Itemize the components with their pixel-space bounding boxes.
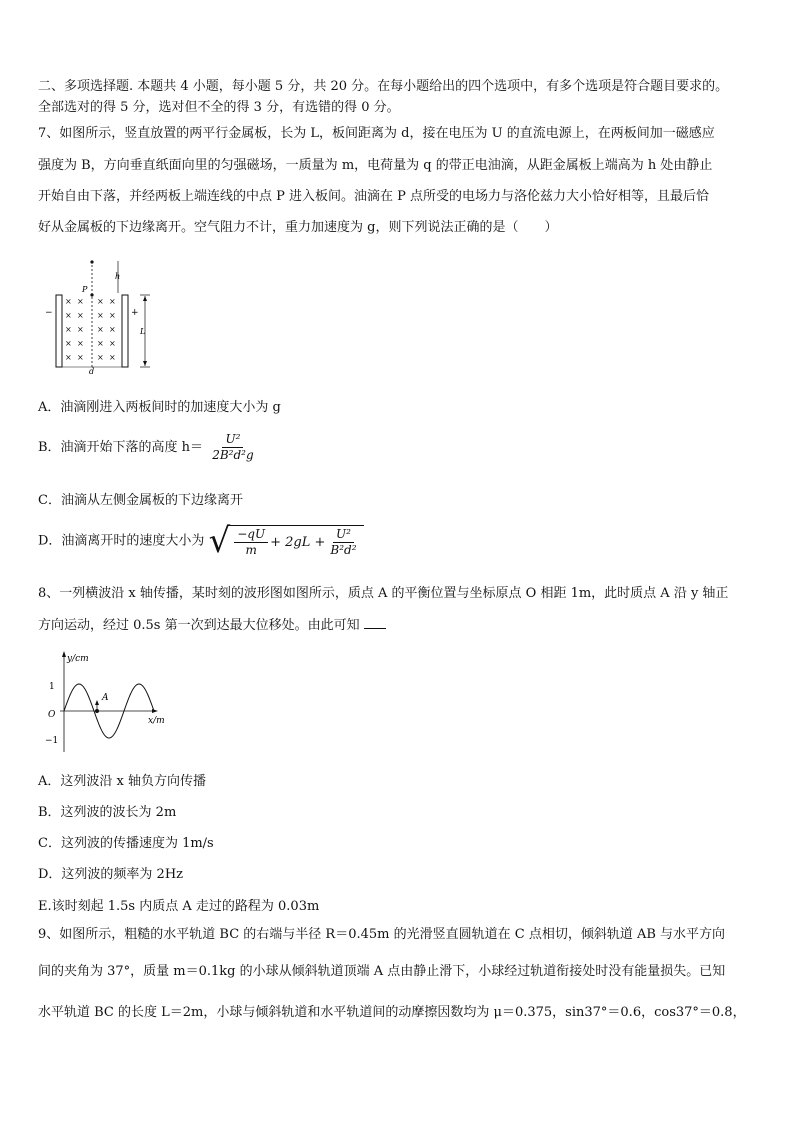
q7-option-d <box>38 521 364 561</box>
q8-text-line-2-content: 方向运动，经过 0.5s 第一次到达最大位移处。由此可知 <box>38 618 360 633</box>
svg-text:×: × <box>97 325 104 334</box>
left-plate <box>56 295 62 367</box>
fraction-numerator: U² <box>333 527 354 543</box>
svg-text:×: × <box>109 339 116 348</box>
svg-text:×: × <box>77 311 84 320</box>
magnetic-field-crosses <box>65 297 116 362</box>
tick-label-neg1: −1 <box>45 736 59 746</box>
svg-text:×: × <box>109 311 116 320</box>
oil-drop-start-dot <box>90 260 93 263</box>
q7-option-b-fraction <box>209 432 256 463</box>
section-header-line-1: 二、多项选择题. 本题共 4 小题，每小题 5 分，共 20 分。在每小题给出的四个选项中，有多个选项是符合题目要求的。 <box>38 79 729 94</box>
label-l: L <box>140 327 146 336</box>
q8-option-a: A．这列波沿 x 轴负方向传播 <box>38 774 206 789</box>
q7-option-b <box>38 432 259 463</box>
sqrt-fraction-1 <box>234 527 268 558</box>
sqrt-icon: √ <box>208 521 231 561</box>
svg-text:×: × <box>77 353 84 362</box>
label-minus: − <box>45 308 53 318</box>
q7-text-line-3: 开始自由下落，并经两板上端连线的中点 P 进入板间。油滴在 P 点所受的电场力与洛伦兹力大小恰好相等，且最后恰 <box>38 189 710 204</box>
right-plate <box>122 295 128 367</box>
svg-text:×: × <box>77 339 84 348</box>
svg-text:×: × <box>77 297 84 306</box>
q8-text-line-1: 8、一列横波沿 x 轴传播，某时刻的波形图如图所示，质点 A 的平衡位置与坐标原点 O 相距 1m，此时质点 A 沿 y 轴正 <box>38 586 729 601</box>
point-a-dot <box>95 709 99 713</box>
q8-option-e: E.该时刻起 1.5s 内质点 A 走过的路程为 0.03m <box>38 899 320 914</box>
fraction-numerator: −qU <box>234 527 268 543</box>
entry-point-p-dot <box>90 293 93 296</box>
label-p: P <box>82 285 88 294</box>
fraction-numerator: U² <box>222 432 243 448</box>
q8-text-line-2 <box>38 616 386 635</box>
q7-text-line-1: 7、如图所示，竖直放置的两平行金属板，长为 L，板间距离为 d，接在电压为 U 的直流电源上，在两板间加一磁感应 <box>38 126 715 141</box>
sqrt-fraction-2 <box>327 527 359 558</box>
svg-text:×: × <box>97 311 104 320</box>
q7-option-b-text: B．油滴开始下落的高度 h＝ <box>38 440 204 455</box>
q9-text-line-1: 9、如图所示，粗糙的水平轨道 BC 的右端与半径 R＝0.45m 的光滑竖直圆轨道在 C 点相切，倾斜轨道 AB 与水平方向 <box>38 927 726 942</box>
svg-text:×: × <box>97 339 104 348</box>
q7-figure-plates <box>38 255 168 375</box>
q7-option-c: C．油滴从左侧金属板的下边缘离开 <box>38 493 243 508</box>
q7-option-d-text: D．油滴离开时的速度大小为 <box>38 533 205 549</box>
q9-text-line-3: 水平轨道 BC 的长度 L＝2m，小球与倾斜轨道和水平轨道间的动摩擦因数均为 μ＝0.375，sin37°＝0.6，cos37°＝0.8， <box>38 1005 746 1020</box>
label-d: d <box>89 367 95 375</box>
origin-label: O <box>48 710 56 720</box>
tick-label-1: 1 <box>49 682 55 692</box>
label-h: h <box>115 272 121 281</box>
q7-text-line-2: 强度为 B，方向垂直纸面向里的匀强磁场，一质量为 m，电荷量为 q 的带正电油滴，从距金属板上端高为 h 处由静止 <box>38 158 713 173</box>
svg-text:×: × <box>109 325 116 334</box>
label-plus: + <box>131 308 139 318</box>
q8-wave-figure <box>40 648 180 756</box>
fraction-denominator: B²d² <box>330 542 357 557</box>
svg-text:×: × <box>97 353 104 362</box>
svg-text:×: × <box>65 297 72 306</box>
svg-text:×: × <box>109 353 116 362</box>
svg-text:×: × <box>65 339 72 348</box>
q7-text-line-4: 好从金属板的下边缘离开。空气阻力不计，重力加速度为 g，则下列说法正确的是（ ） <box>38 220 558 235</box>
section-header-line-2: 全部选对的得 5 分，选对但不全的得 3 分，有选错的得 0 分。 <box>38 100 400 115</box>
q8-option-c: C．这列波的传播速度为 1m/s <box>38 836 214 851</box>
svg-text:×: × <box>109 297 116 306</box>
svg-text:×: × <box>65 353 72 362</box>
y-axis-label: y/cm <box>67 654 89 664</box>
q8-option-b: B．这列波的波长为 2m <box>38 805 177 820</box>
svg-text:×: × <box>65 325 72 334</box>
answer-blank <box>364 616 386 629</box>
point-a-label: A <box>102 693 109 703</box>
svg-text:×: × <box>97 297 104 306</box>
svg-text:×: × <box>77 325 84 334</box>
x-axis-label: x/m <box>148 716 165 726</box>
q8-option-d: D．这列波的频率为 2Hz <box>38 867 184 882</box>
fraction-denominator: 2B²d²g <box>212 448 254 462</box>
fraction-denominator: m <box>245 542 257 557</box>
q9-text-line-2: 间的夹角为 37°，质量 m＝0.1kg 的小球从倾斜轨道顶端 A 点由静止滑下，小球经过轨道衔接处时没有能量损失。已知 <box>38 964 726 979</box>
svg-text:×: × <box>65 311 72 320</box>
sqrt-middle-terms: + 2gL + <box>270 534 326 550</box>
q7-option-a: A．油滴刚进入两板间时的加速度大小为 g <box>38 400 281 415</box>
square-root-expression <box>208 521 364 561</box>
